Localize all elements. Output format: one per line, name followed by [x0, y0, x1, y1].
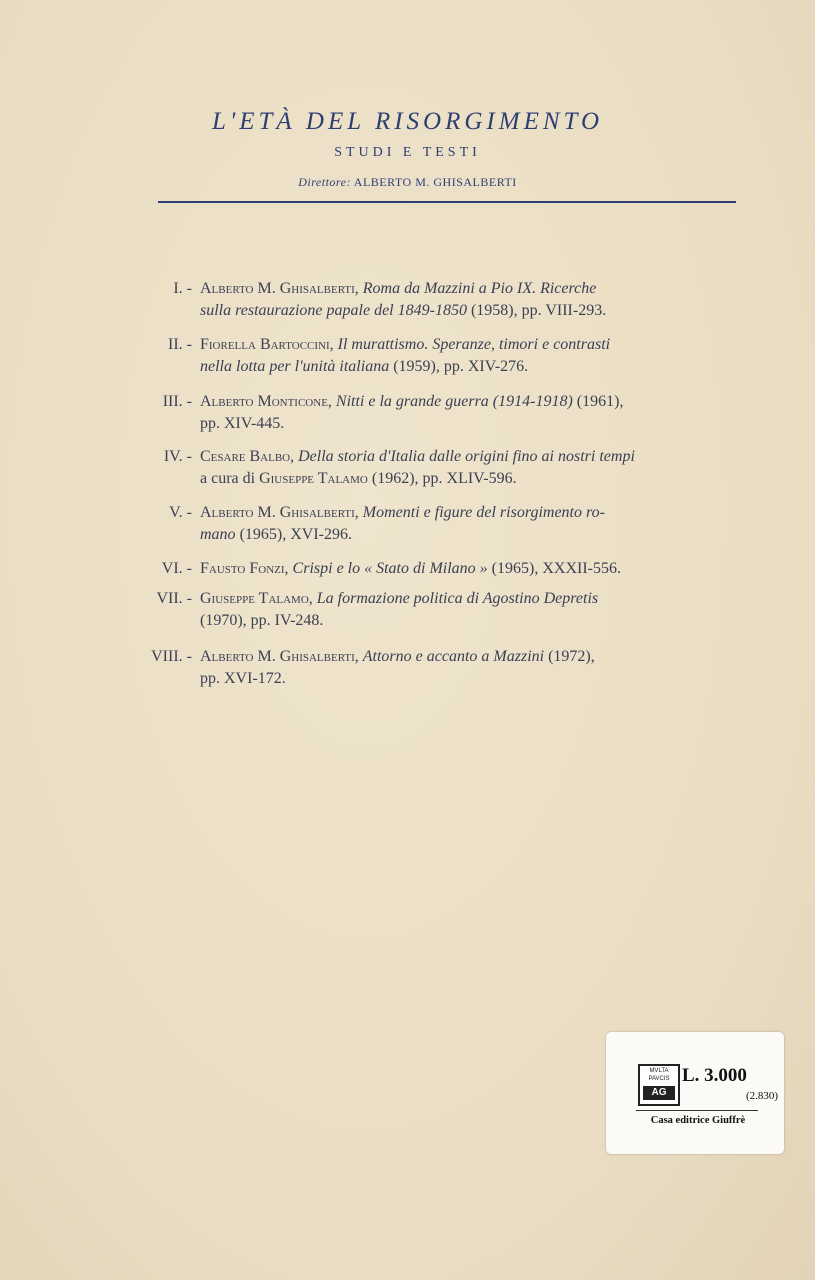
volume-number: I. - [173, 280, 192, 297]
work-title: La formazione politica di Agostino Depretis [316, 590, 599, 607]
work-title-cont: nella lotta per l'unità italiana [200, 358, 390, 375]
series-subtitle: STUDI E TESTI [334, 145, 481, 160]
publication-info: (1958), pp. VIII-293. [466, 302, 607, 319]
director-label: Direttore: [298, 175, 351, 189]
author: Cesare Balbo, [200, 448, 295, 465]
sub-price: (2.830) [746, 1090, 779, 1102]
volume-number: IV. - [163, 448, 192, 465]
author: Alberto M. Ghisalberti, [200, 648, 359, 665]
publication-info: (1961), [572, 393, 624, 410]
author: Alberto Monticone, [200, 393, 332, 410]
sticker-rule [636, 1110, 758, 1111]
editor-name: Giuseppe Talamo [259, 470, 368, 487]
header-rule [158, 201, 736, 203]
editor-prefix: a cura di [200, 470, 260, 487]
publication-info: (1965), XVI-296. [235, 526, 352, 543]
price: L. 3.000 [682, 1065, 747, 1086]
volume-number: VI. - [161, 560, 192, 577]
publisher-logo [638, 1064, 680, 1106]
volume-number: II. - [168, 336, 192, 353]
publication-info-cont: pp. XIV-445. [200, 415, 285, 432]
author: Alberto M. Ghisalberti, [200, 504, 359, 521]
work-title: Il murattismo. Speranze, timori e contrasti [337, 336, 611, 353]
publication-info-cont: pp. XVI-172. [200, 670, 286, 687]
work-title: Crispi e lo « Stato di Milano » [292, 560, 488, 577]
author: Fiorella Bartoccini, [200, 336, 334, 353]
work-title: Attorno e accanto a Mazzini [362, 648, 545, 665]
work-title: Momenti e figure del risorgimento ro- [362, 504, 605, 521]
price-sticker [606, 1032, 784, 1154]
publication-info: (1965), XXXII-556. [487, 560, 621, 577]
author: Giuseppe Talamo, [200, 590, 313, 607]
series-director [0, 175, 815, 190]
publication-info: (1972), [544, 648, 595, 665]
series-title: L'ETÀ DEL RISORGIMENTO [211, 108, 604, 135]
work-title-cont: sulla restaurazione papale del 1849-1850 [200, 302, 467, 319]
work-title: Della storia d'Italia dalle origini fino ai nostri tempi [298, 448, 635, 465]
publication-info: (1962), pp. XLIV-596. [367, 470, 517, 487]
author: Fausto Fonzi, [200, 560, 289, 577]
work-title: Nitti e la grande guerra (1914-1918) [335, 393, 573, 410]
publication-info-cont: (1970), pp. IV-248. [200, 612, 324, 629]
work-title-cont: mano [200, 526, 236, 543]
work-title: Roma da Mazzini a Pio IX. Ricerche [362, 280, 597, 297]
author: Alberto M. Ghisalberti, [200, 280, 359, 297]
publication-info: (1959), pp. XIV-276. [389, 358, 529, 375]
volume-number: VII. - [156, 590, 192, 607]
logo-mark: AG [643, 1086, 675, 1100]
publisher-name: Casa editrice Giuffrè [650, 1115, 746, 1126]
director-name: ALBERTO M. GHISALBERTI [353, 175, 517, 189]
volume-number: V. - [169, 504, 192, 521]
volume-number: VIII. - [151, 648, 192, 665]
logo-text-top: MVLTA [649, 1068, 669, 1074]
logo-text-mid: PAVCIS [648, 1076, 670, 1082]
volume-number: III. - [162, 393, 192, 410]
